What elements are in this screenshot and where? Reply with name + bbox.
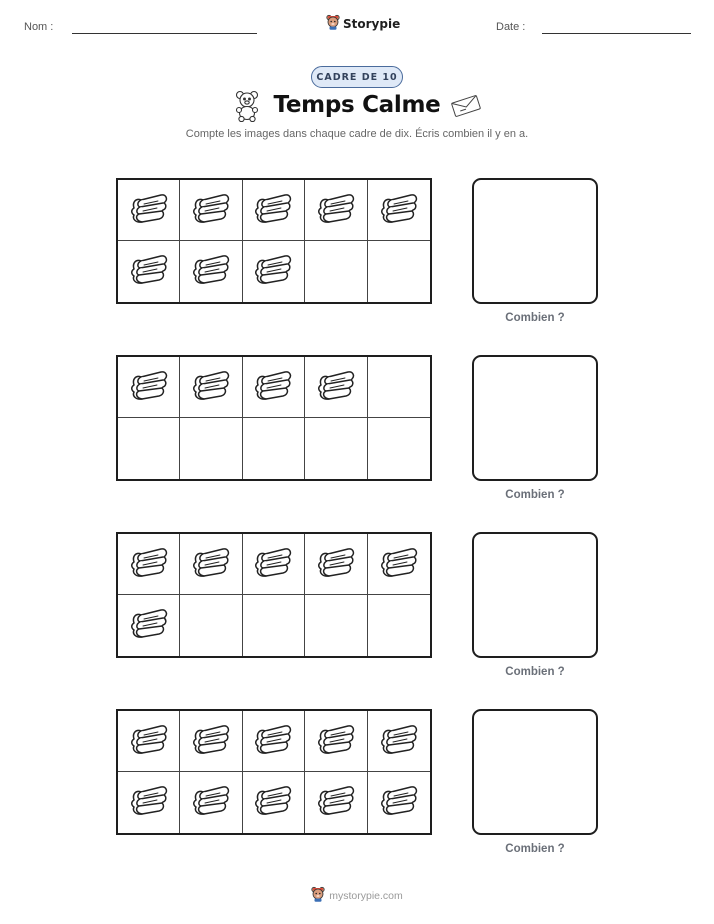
folded-blanket-icon xyxy=(315,545,357,584)
instructions: Compte les images dans chaque cadre de dix. Écris combien il y en a. xyxy=(185,128,529,140)
ten-frame-1 xyxy=(116,178,432,304)
answer-box-2[interactable] xyxy=(472,355,598,481)
answer-label-3: Combien ? xyxy=(505,666,565,678)
footer xyxy=(0,886,714,905)
ten-frame-2 xyxy=(116,355,432,481)
folded-blanket-icon xyxy=(378,191,420,230)
folded-blanket-icon xyxy=(252,545,294,584)
brand-name: Storypie xyxy=(343,16,401,31)
frame-cell xyxy=(305,772,367,833)
frame-cell xyxy=(118,241,180,302)
frame-cell xyxy=(180,711,242,772)
worksheet-type-badge: CADRE DE 10 xyxy=(311,66,403,88)
answer-label-1: Combien ? xyxy=(505,312,565,324)
page-title: Temps Calme xyxy=(273,92,441,118)
frame-cell xyxy=(305,357,367,418)
frame-cell xyxy=(368,357,430,418)
folded-blanket-icon xyxy=(378,722,420,761)
folded-blanket-icon xyxy=(128,606,170,645)
folded-blanket-icon xyxy=(315,722,357,761)
frame-cell xyxy=(305,711,367,772)
frame-cell xyxy=(118,357,180,418)
envelope-icon xyxy=(449,94,483,123)
ten-frame-3 xyxy=(116,532,432,658)
frame-cell xyxy=(118,418,180,479)
frame-cell xyxy=(118,595,180,656)
bear-mascot-icon xyxy=(326,14,340,33)
frame-cell xyxy=(118,534,180,595)
folded-blanket-icon xyxy=(315,191,357,230)
frame-cell xyxy=(305,534,367,595)
folded-blanket-icon xyxy=(190,191,232,230)
folded-blanket-icon xyxy=(252,252,294,291)
folded-blanket-icon xyxy=(252,722,294,761)
folded-blanket-icon xyxy=(128,191,170,230)
frame-cell xyxy=(368,418,430,479)
folded-blanket-icon xyxy=(128,545,170,584)
frame-cell xyxy=(368,711,430,772)
frame-cell xyxy=(368,534,430,595)
folded-blanket-icon xyxy=(190,722,232,761)
folded-blanket-icon xyxy=(378,783,420,822)
frame-cell xyxy=(243,418,305,479)
frame-cell xyxy=(368,180,430,241)
frame-cell xyxy=(368,595,430,656)
frame-cell xyxy=(243,772,305,833)
frame-cell xyxy=(368,241,430,302)
frame-cell xyxy=(243,357,305,418)
folded-blanket-icon xyxy=(190,545,232,584)
answer-box-1[interactable] xyxy=(472,178,598,304)
answer-label-2: Combien ? xyxy=(505,489,565,501)
folded-blanket-icon xyxy=(252,783,294,822)
brand-logo xyxy=(326,14,400,33)
frame-cell xyxy=(305,180,367,241)
footer-site: mystorypie.com xyxy=(329,889,403,902)
frame-cell xyxy=(243,534,305,595)
frame-cell xyxy=(180,241,242,302)
folded-blanket-icon xyxy=(128,368,170,407)
frame-cell xyxy=(243,711,305,772)
folded-blanket-icon xyxy=(190,783,232,822)
folded-blanket-icon xyxy=(190,252,232,291)
frame-cell xyxy=(180,180,242,241)
folded-blanket-icon xyxy=(190,368,232,407)
frame-cell xyxy=(180,595,242,656)
folded-blanket-icon xyxy=(128,783,170,822)
folded-blanket-icon xyxy=(252,191,294,230)
name-line[interactable] xyxy=(72,33,257,34)
frame-cell xyxy=(180,772,242,833)
frame-cell xyxy=(180,357,242,418)
folded-blanket-icon xyxy=(315,368,357,407)
frame-cell xyxy=(305,241,367,302)
frame-cell xyxy=(243,180,305,241)
folded-blanket-icon xyxy=(378,545,420,584)
frame-cell xyxy=(118,772,180,833)
folded-blanket-icon xyxy=(128,252,170,291)
answer-box-4[interactable] xyxy=(472,709,598,835)
frame-cell xyxy=(305,595,367,656)
name-label: Nom : xyxy=(24,21,54,33)
date-label: Date : xyxy=(496,21,526,33)
ten-frame-4 xyxy=(116,709,432,835)
frame-cell xyxy=(118,711,180,772)
answer-label-4: Combien ? xyxy=(505,843,565,855)
frame-cell xyxy=(243,595,305,656)
frame-cell xyxy=(118,180,180,241)
date-line[interactable] xyxy=(542,33,691,34)
folded-blanket-icon xyxy=(252,368,294,407)
frame-cell xyxy=(180,418,242,479)
frame-cell xyxy=(368,772,430,833)
frame-cell xyxy=(180,534,242,595)
frame-cell xyxy=(243,241,305,302)
folded-blanket-icon xyxy=(128,722,170,761)
answer-box-3[interactable] xyxy=(472,532,598,658)
folded-blanket-icon xyxy=(315,783,357,822)
bear-mascot-icon xyxy=(311,886,325,905)
frame-cell xyxy=(305,418,367,479)
